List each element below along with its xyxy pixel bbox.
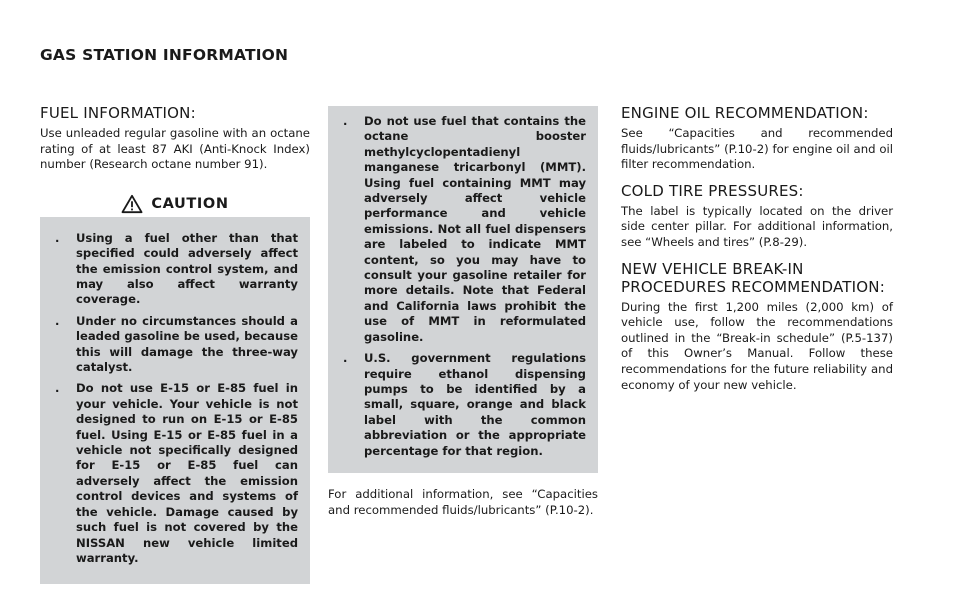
caution-item-text: Do not use fuel that contains the octane booster methylcyclopentadienyl manganese tricarbonyl (MMT). Using fuel containing MMT may adversely affect vehicle performance and vehicle emissions. Not all fuel dispensers are labeled to indicate MMT content, so you may have to consult your gasoline retailer for more details. Note that Federal and California laws prohibit the use of MMT in reformulated gasoline. <box>364 114 586 344</box>
bullet-marker: . <box>55 381 60 396</box>
column-recommendations <box>621 104 893 402</box>
engine-oil-title: ENGINE OIL RECOMMENDATION: <box>621 104 869 122</box>
caution-item <box>338 351 586 459</box>
engine-oil-text: See “Capacities and recommended fluids/lubricants” (P.10-2) for engine oil and oil filter recommendation. <box>621 126 893 172</box>
bullet-marker: . <box>343 351 348 366</box>
fuel-information-title: FUEL INFORMATION: <box>40 104 196 122</box>
page-heading: GAS STATION INFORMATION <box>40 46 289 64</box>
bullet-marker: . <box>55 230 60 245</box>
caution-box-continued <box>328 106 598 473</box>
break-in-title: NEW VEHICLE BREAK-IN PROCEDURES RECOMMENDATION: <box>621 259 885 296</box>
break-in-text: During the first 1,200 miles (2,000 km) of vehicle use, follow the recommendations outlined in the “Break-in schedule” (P.5-137) of this Owner’s Manual. Follow these recommendations for the future reliability and economy of your new vehicle. <box>621 299 893 392</box>
fuel-information-intro: Use unleaded regular gasoline with an octane rating of at least 87 AKI (Anti-Knock Index) number (Research octane number 91). <box>40 126 310 172</box>
caution-item <box>50 381 298 566</box>
caution-item <box>338 114 586 345</box>
caution-item-text: Using a fuel other than that specified could adversely affect the emission control system, and may also affect warranty coverage. <box>76 230 298 307</box>
caution-box <box>40 191 310 585</box>
caution-item-text: Do not use E-15 or E-85 fuel in your vehicle. Your vehicle is not designed to run on E-15 or E-85 fuel. Using E-15 or E-85 fuel in a vehicle not specifically designed for E-15 or E-85 fuel can adversely affect the emission control devices and systems of the vehicle. Damage caused by such fuel is not covered by the NISSAN new vehicle limited warranty. <box>76 381 298 565</box>
bullet-marker: . <box>343 114 348 128</box>
cold-tire-pressures-text: The label is typically located on the driver side center pillar. For additional information, see “Wheels and tires” (P.8-29). <box>621 203 893 249</box>
caution-item-text: Under no circumstances should a leaded gasoline be used, because this will damage the three-way catalyst. <box>76 313 298 375</box>
caution-label: CAUTION <box>151 195 229 212</box>
column-caution-continued <box>328 106 598 518</box>
caution-list-part-2 <box>338 114 586 459</box>
caution-list-part-1 <box>50 231 298 567</box>
warning-triangle-icon <box>121 194 143 214</box>
caution-header <box>40 191 310 217</box>
cold-tire-pressures-title: COLD TIRE PRESSURES: <box>621 181 804 200</box>
additional-information-text: For additional information, see “Capacities and recommended fluids/lubricants” (P.10-2). <box>328 486 598 517</box>
bullet-marker: . <box>55 313 60 328</box>
caution-item <box>50 314 298 376</box>
caution-item <box>50 231 298 308</box>
column-fuel-information <box>40 104 310 584</box>
caution-item-text: U.S. government regulations require ethanol dispensing pumps to be identified by a small, square, orange and black label with the common abbreviation or the appropriate percentage for that region. <box>364 351 586 458</box>
